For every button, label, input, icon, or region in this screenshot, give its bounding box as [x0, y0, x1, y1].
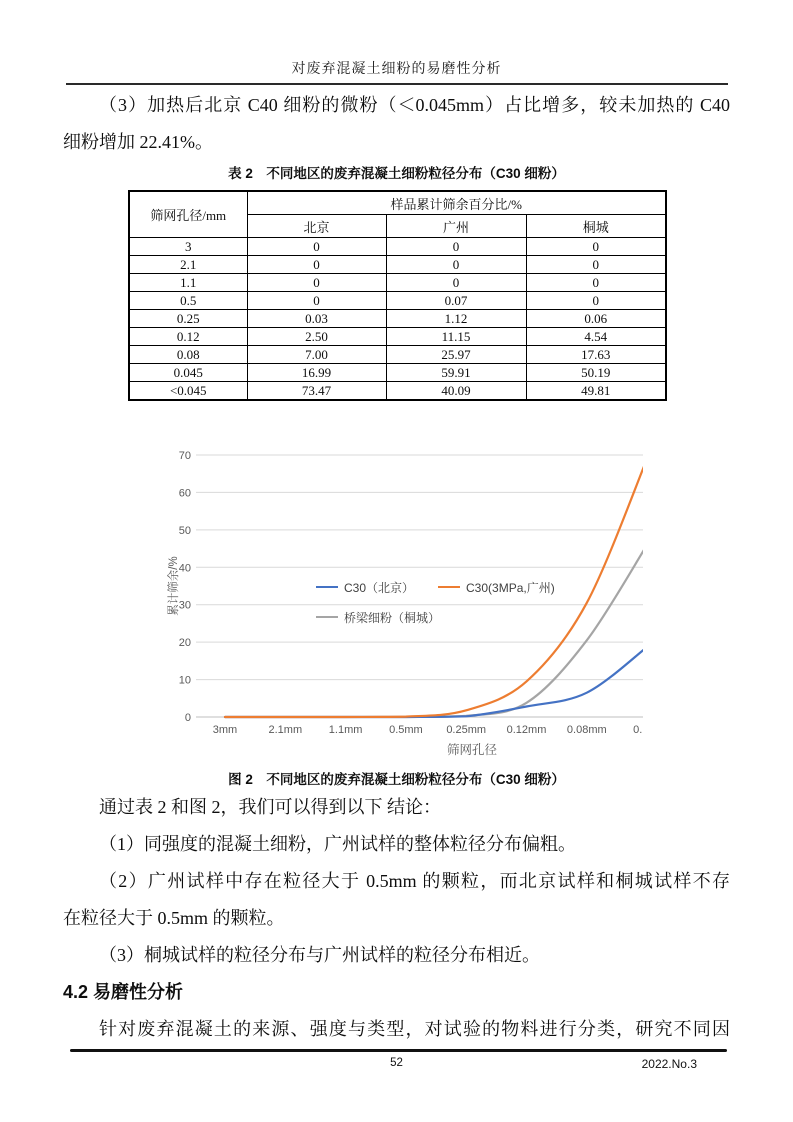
- table-cell: 0: [526, 256, 666, 274]
- footer-page-number: 52: [390, 1057, 403, 1069]
- table-cell: 0.045: [129, 364, 247, 382]
- table-row: [129, 274, 666, 292]
- table-sub-header: 北京: [247, 215, 386, 238]
- table-cell: 0: [247, 274, 386, 292]
- x-tick-label: 1.1mm: [328, 724, 363, 736]
- body-line: （3）桐城试样的粒径分布与广州试样的粒径分布相近。: [99, 945, 540, 965]
- y-tick-label: 50: [178, 524, 191, 537]
- series-line: [225, 647, 643, 717]
- table-row: [129, 256, 666, 274]
- x-tick-label: 0.25mm: [446, 724, 487, 736]
- body-line: （1）同强度的混凝土细粉，广州试样的整体粒径分布偏粗。: [99, 834, 576, 854]
- legend-item: [438, 579, 555, 596]
- x-tick-label: 3mm: [212, 724, 238, 736]
- legend-label: 桥梁细粉（桐城）: [344, 610, 441, 625]
- table-cell: 11.15: [386, 328, 526, 346]
- table-row: [129, 364, 666, 382]
- table-group-header: 样品累计筛余百分比/%: [247, 191, 666, 215]
- table-cell: 0: [526, 238, 666, 256]
- table-cell: <0.045: [129, 382, 247, 401]
- table-cell: 0.03: [247, 310, 386, 328]
- table-cell: 0: [526, 274, 666, 292]
- body-line: （3）加热后北京 C40 细粉的微粉（＜0.045mm）占比增多，较未加热的 C40: [99, 95, 730, 115]
- legend-label: C30（北京）: [344, 580, 415, 595]
- legend-item: [316, 609, 440, 626]
- table-corner-header: 筛网孔径/mm: [129, 191, 247, 238]
- table-row: [129, 292, 666, 310]
- conclusions-block: [63, 789, 730, 1048]
- x-tick-label: 0.5mm: [389, 724, 423, 736]
- running-head-title: 对废弃混凝土细粉的易磨性分析: [291, 62, 502, 77]
- table-cell: 73.47: [247, 382, 386, 401]
- table-row: [129, 238, 666, 256]
- table-cell: 4.54: [526, 328, 666, 346]
- table-cell: 0.25: [129, 310, 247, 328]
- table-cell: 0.5: [129, 292, 247, 310]
- table-cell: 0: [386, 256, 526, 274]
- table-cell: 0.07: [386, 292, 526, 310]
- legend-line-sample: [438, 586, 460, 588]
- body-line: 在粒径大于 0.5mm 的颗粒。: [63, 908, 285, 928]
- y-tick-label: 70: [178, 450, 191, 462]
- x-tick-label: 0.12mm: [506, 724, 547, 736]
- table-cell: 0: [526, 292, 666, 310]
- table-cell: 25.97: [386, 346, 526, 364]
- table-row: [129, 328, 666, 346]
- x-tick-label: 2.1mm: [268, 724, 303, 736]
- table-cell: 49.81: [526, 382, 666, 401]
- y-tick-label: 30: [178, 599, 191, 612]
- table-cell: 1.12: [386, 310, 526, 328]
- table-cell: 7.00: [247, 346, 386, 364]
- y-tick-label: 60: [178, 487, 191, 500]
- table-cell: 59.91: [386, 364, 526, 382]
- table-cell: 0: [386, 238, 526, 256]
- body-line: 通过表 2 和图 2，我们可以得到以下 结论：: [99, 797, 441, 817]
- table-header: [129, 191, 666, 238]
- series-line: [225, 545, 643, 717]
- x-tick-label: 0.08mm: [566, 724, 607, 736]
- table-cell: 1.1: [129, 274, 247, 292]
- table-cell: 0.06: [526, 310, 666, 328]
- table-sub-header: 桐城: [526, 215, 666, 238]
- table-row: [129, 382, 666, 401]
- section-heading: 4.2 易磨性分析: [63, 982, 184, 1002]
- table-row: [129, 346, 666, 364]
- body-line: （2）广州试样中存在粒径大于 0.5mm 的颗粒，而北京试样和桐城试样不存: [99, 871, 730, 891]
- x-tick-label: 0.: [633, 724, 643, 736]
- table-cell: 40.09: [386, 382, 526, 401]
- particle-size-line-chart: [166, 446, 643, 762]
- sieve-data-table: [128, 190, 667, 401]
- chart-canvas: [166, 446, 643, 762]
- legend-line-sample: [316, 616, 338, 618]
- table-cell: 0: [386, 274, 526, 292]
- table-cell: 0.08: [129, 346, 247, 364]
- footer-rule: [70, 1049, 727, 1052]
- legend-label: C30(3MPa,广州): [466, 580, 555, 595]
- figure-caption: 图 2 不同地区的废弃混凝土细粉粒径分布（C30 细粉）: [228, 772, 565, 787]
- y-tick-label: 40: [178, 562, 191, 575]
- table-cell: 17.63: [526, 346, 666, 364]
- legend-line-sample: [316, 586, 338, 588]
- table-cell: 0: [247, 238, 386, 256]
- table-sub-header: 广州: [386, 215, 526, 238]
- y-tick-label: 0: [184, 712, 191, 724]
- table-cell: 50.19: [526, 364, 666, 382]
- chart-legend-row: [316, 609, 464, 625]
- table-cell: 2.1: [129, 256, 247, 274]
- body-line: 细粉增加 22.41%。: [63, 132, 213, 152]
- footer-issue-label: 2022.No.3: [641, 1057, 697, 1071]
- table-cell: 3: [129, 238, 247, 256]
- table-cell: 0.12: [129, 328, 247, 346]
- table-cell: 16.99: [247, 364, 386, 382]
- y-tick-label: 10: [178, 674, 191, 687]
- table-cell: 0: [247, 256, 386, 274]
- chart-legend-row: [316, 579, 579, 595]
- legend-item: [316, 579, 414, 596]
- header-rule: [66, 83, 728, 85]
- y-axis-title: 累计筛余/%: [168, 556, 180, 616]
- table-cell: 2.50: [247, 328, 386, 346]
- table-caption: 表 2 不同地区的废弃混凝土细粉粒径分布（C30 细粉）: [228, 166, 565, 181]
- table-row: [129, 310, 666, 328]
- body-line: 针对废弃混凝土的来源、强度与类型，对试验的物料进行分类，研究不同因: [99, 1019, 730, 1039]
- x-axis-title: 筛网孔径: [446, 743, 498, 757]
- y-tick-label: 20: [178, 637, 191, 650]
- table-cell: 0: [247, 292, 386, 310]
- intro-paragraph: [63, 87, 730, 161]
